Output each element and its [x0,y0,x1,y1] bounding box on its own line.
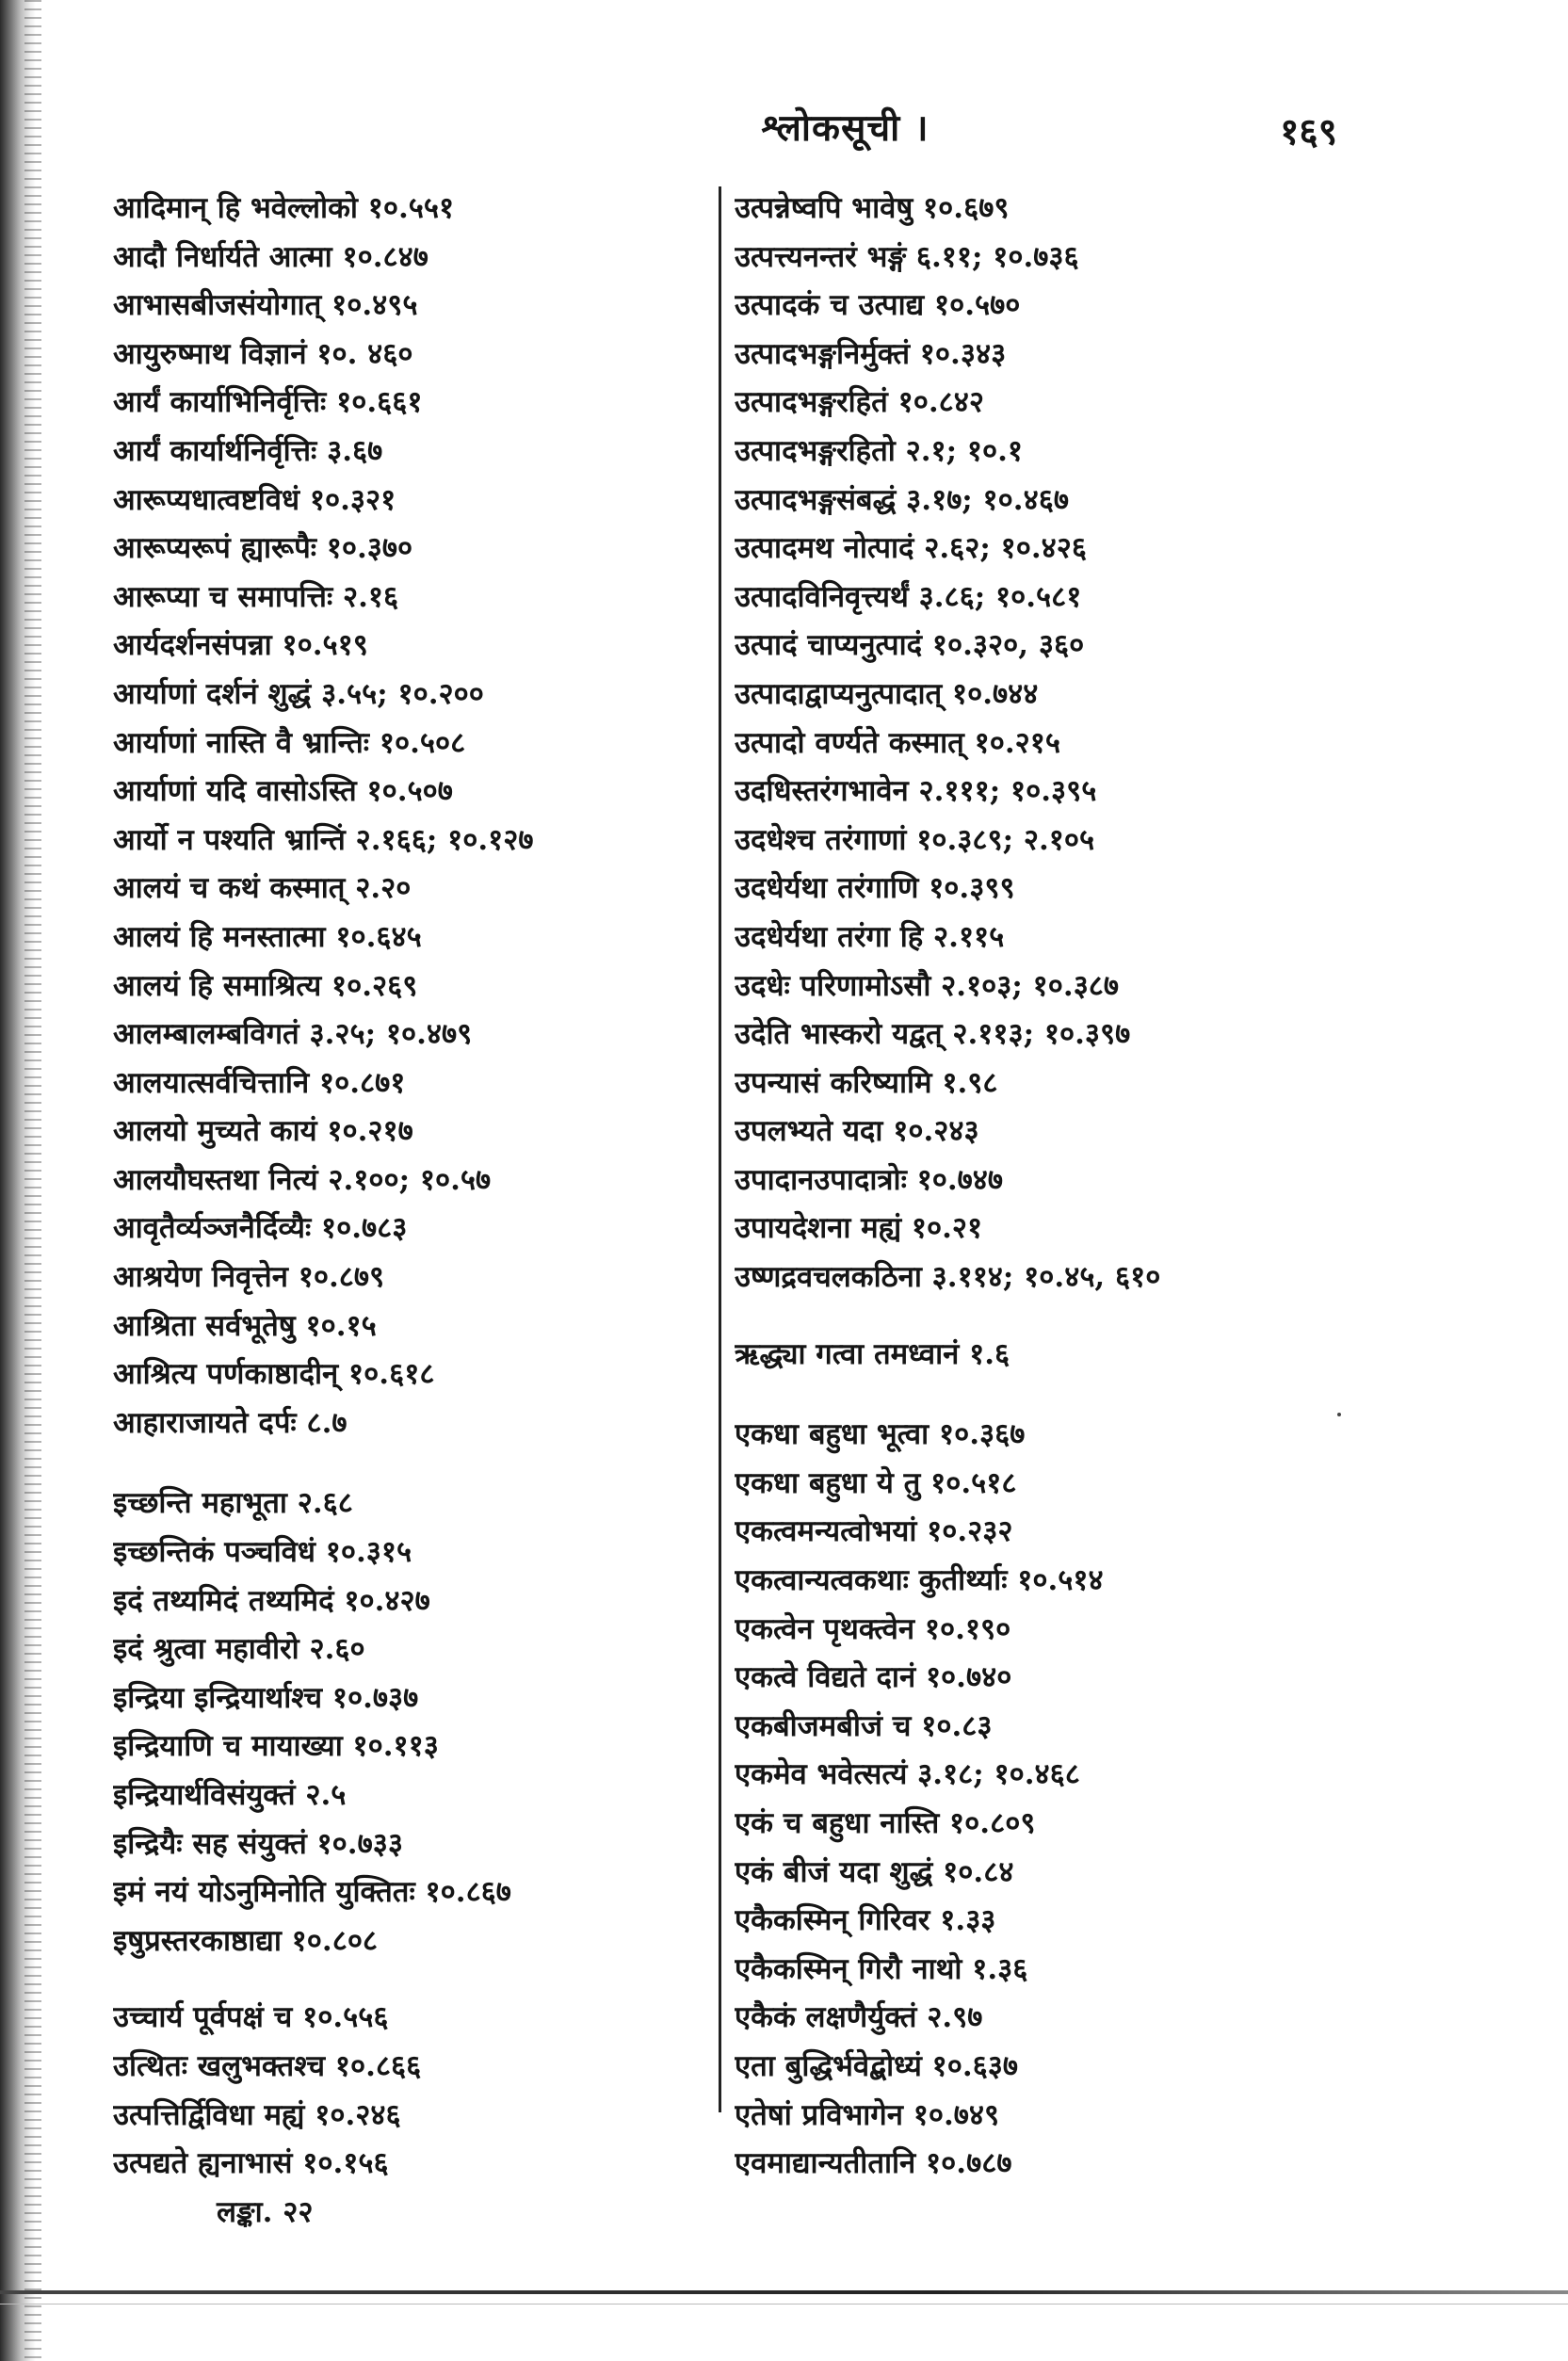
index-entry: एता बुद्धिर्भवेद्बोध्यं १०.६३७ [735,2048,1018,2083]
index-entry: उत्पत्तिर्द्विविधा मह्यं १०.२४६ [113,2097,401,2132]
index-entry: उदधेर्यथा तरंगाणि १०.३९९ [735,871,1015,906]
index-entry: इच्छन्ति महाभूता २.६८ [113,1486,353,1521]
index-entry: एतेषां प्रविभागेन १०.७४९ [735,2097,1000,2132]
index-entry: उत्पादं चाप्यनुत्पादं १०.३२०, ३६० [735,628,1085,663]
index-entry: एकं बीजं यदा शुद्धं १०.८४ [735,1854,1014,1889]
index-entry: ऋद्ध्या गत्वा तमध्वानं १.६ [735,1336,1010,1371]
index-entry: इन्द्रियाणि च मायाख्या १०.११३ [113,1729,439,1764]
index-group-u [113,1994,706,2188]
column-divider [719,186,721,2112]
index-entry: आश्रयेण निवृत्तेन १०.८७९ [113,1260,385,1295]
index-entry: इदं तथ्यमिदं तथ्यमिदं १०.४२७ [113,1583,430,1618]
index-group-aa [113,185,706,1447]
index-entry: उपन्यासं करिष्यामि १.९८ [735,1065,998,1100]
index-entry: उत्पादविनिवृत्त्यर्थं ३.८६; १०.५८१ [735,579,1082,614]
index-entry: उपादानउपादात्रोः १०.७४७ [735,1162,1004,1197]
index-entry: एकैकं लक्षणैर्युक्तं २.९७ [735,2000,983,2035]
index-entry: आदौ निर्धार्यते आत्मा १०.८४७ [113,239,428,274]
index-entry: आलयं हि मनस्तात्मा १०.६४५ [113,919,422,954]
index-entry: इषुप्रस्तरकाष्ठाद्या १०.८०८ [113,1923,379,1958]
index-entry: आश्रिता सर्वभूतेषु १०.१५ [113,1308,377,1343]
index-entry: उदधिस्तरंगभावेन २.१११; १०.३९५ [735,774,1097,809]
index-entry: उदधेश्च तरंगाणां १०.३८९; २.१०५ [735,822,1095,857]
index-entry: उष्णद्रवचलकठिना ३.११४; १०.४५, ६१० [735,1260,1161,1295]
index-entry: आरूप्यधात्वष्टविधं १०.३२१ [113,482,396,517]
index-entry: एकधा बहुधा ये तु १०.५१८ [735,1465,1017,1500]
scan-speck [1337,1413,1341,1416]
index-entry: उदधेर्यथा तरंगा हि २.११५ [735,919,1005,954]
index-entry: आभासबीजसंयोगात् १०.४९५ [113,288,418,323]
group-spacer [113,1965,706,1994]
index-group-i [113,1480,706,1965]
left-column [113,185,706,2237]
index-entry: आर्यं कार्यार्थनिर्वृत्तिः ३.६७ [113,433,383,468]
index-entry: उत्पत्त्यनन्तरं भङ्गं ६.११; १०.७३६ [735,239,1079,274]
index-entry: उत्पादभङ्गनिर्मुक्तं १०.३४३ [735,336,1007,371]
index-entry: आलयौघस्तथा नित्यं २.१००; १०.५७ [113,1162,492,1197]
index-entry: उत्पादमथ नोत्पादं २.६२; १०.४२६ [735,531,1088,566]
index-entry: उत्पन्नेष्वपि भावेषु १०.६७९ [735,191,1010,225]
index-entry: आदिमान् हि भवेल्लोको १०.५५१ [113,191,455,225]
index-entry: एवमाद्यान्यतीतानि १०.७८७ [735,2146,1012,2181]
index-entry: उपलभ्यते यदा १०.२४३ [735,1114,979,1149]
index-entry: इदं श्रुत्वा महावीरो २.६० [113,1632,365,1667]
index-entry: आर्यं कार्याभिनिर्वृत्तिः १०.६६१ [113,385,423,420]
index-entry: आश्रित्य पर्णकाष्ठादीन् १०.६१८ [113,1357,435,1392]
signature-mark: लङ्का. २२ [217,2194,314,2229]
right-column [735,185,1318,2189]
index-entry: आलयं हि समाश्रित्य १०.२६९ [113,968,418,1003]
index-entry: उत्पादभङ्गरहितो २.१; १०.१ [735,433,1024,468]
index-entry: आलयं च कथं कस्मात् २.२० [113,871,412,906]
index-entry: एकैकस्मिन् गिरौ नाथो १.३६ [735,1951,1028,1986]
page-number: १६९ [1280,110,1337,154]
page-title: श्लोकसूची । [761,106,929,150]
index-entry: आलयो मुच्यते कायं १०.२१७ [113,1114,413,1149]
binding-edge-texture [24,0,41,2361]
index-entry: उत्पादो वर्ण्यते कस्मात् १०.२१५ [735,725,1061,760]
index-entry: उत्पादभङ्गरहितं १०.८४२ [735,385,984,420]
group-spacer [735,1302,1318,1331]
index-entry: आवृतैर्व्यञ्जनैर्दिव्यैः १०.७८३ [113,1211,408,1246]
index-entry: एकधा बहुधा भूत्वा १०.३६७ [735,1417,1026,1452]
index-entry: एकमेव भवेत्सत्यं ३.१८; १०.४६८ [735,1757,1080,1792]
index-entry: उत्थितः खलुभक्तश्च १०.८६६ [113,2048,422,2083]
index-entry: उत्पादकं च उत्पाद्य १०.५७० [735,288,1021,323]
index-entry: एकत्वमन्यत्वोभयां १०.२३२ [735,1514,1013,1549]
group-spacer [113,1447,706,1480]
index-entry: आरूप्यरूपं ह्यारूपैः १०.३७० [113,531,413,566]
index-group-r [735,1331,1318,1380]
scan-edge-line [0,2290,1568,2294]
index-entry: एकं च बहुधा नास्ति १०.८०९ [735,1806,1036,1840]
index-entry: एकबीजमबीजं च १०.८३ [735,1708,993,1743]
index-entry: आहाराजायते दर्पः ८.७ [113,1405,348,1440]
index-entry: आर्याणां यदि वासोऽस्ति १०.५०७ [113,774,453,809]
index-entry: आलम्बालम्बविगतं ३.२५; १०.४७९ [113,1017,473,1052]
index-group-e [735,1411,1318,2189]
index-entry: एकत्वे विद्यते दानं १०.७४० [735,1660,1012,1695]
index-entry: आरूप्या च समापत्तिः २.१६ [113,579,399,614]
index-entry: एकैकस्मिन् गिरिवर १.३३ [735,1903,996,1938]
index-entry: आर्यो न पश्यति भ्रान्तिं २.१६६; १०.१२७ [113,822,534,857]
index-entry: आर्यदर्शनसंपन्ना १०.५१९ [113,628,368,663]
group-spacer [735,1379,1318,1411]
index-group-ut [735,185,1318,1302]
index-entry: उत्पादभङ्गसंबद्धं ३.१७; १०.४६७ [735,482,1069,517]
index-entry: इन्द्रिया इन्द्रियार्थाश्च १०.७३७ [113,1680,419,1715]
index-entry: इच्छन्तिकं पञ्चविधं १०.३१५ [113,1535,412,1570]
index-entry: उदेति भास्करो यद्वत् २.११३; १०.३९७ [735,1017,1131,1052]
index-entry: इन्द्रियार्थविसंयुक्तं २.५ [113,1778,347,1812]
index-entry: आर्याणां नास्ति वै भ्रान्तिः १०.५०८ [113,725,466,760]
index-entry: इमं नयं योऽनुमिनोति युक्तितः १०.८६७ [113,1875,511,1910]
index-entry: उत्पद्यते ह्यनाभासं १०.१५६ [113,2146,389,2181]
index-entry: आयुरुष्माथ विज्ञानं १०. ४६० [113,336,413,371]
index-entry: आलयात्सर्वचित्तानि १०.८७१ [113,1065,406,1100]
index-entry: एकत्वान्यत्वकथाः कुतीर्थ्याः १०.५१४ [735,1563,1104,1598]
index-entry: उदधेः परिणामोऽसौ २.१०३; १०.३८७ [735,968,1120,1003]
index-entry: उच्चार्य पूर्वपक्षं च १०.५५६ [113,2000,389,2035]
index-entry: आर्याणां दर्शनं शुद्धं ३.५५; १०.२०० [113,676,484,711]
index-entry: उपायदेशना मह्यं १०.२१ [735,1211,983,1246]
index-entry: इन्द्रियैः सह संयुक्तं १०.७३३ [113,1826,403,1861]
index-entry: उत्पादाद्वाप्यनुत्पादात् १०.७४४ [735,676,1039,711]
index-entry: एकत्वेन पृथक्त्वेन १०.१९० [735,1611,1011,1646]
